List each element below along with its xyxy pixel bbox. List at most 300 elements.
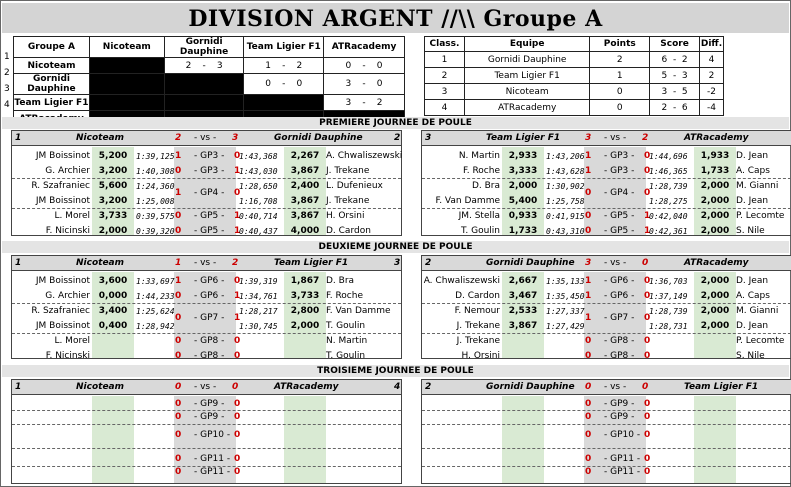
points: 1 [590,68,650,84]
race-score-b: 0 [644,399,651,409]
team-number: 1 [15,382,22,392]
race-score-a: 1 [585,291,592,301]
player-name: M. Gianni [736,181,779,191]
team-number: 3 [425,133,432,143]
matrix-col-header: ATRacademy [324,37,405,58]
player-name: L. Dufenieux [326,181,383,191]
player-value: 2,800 [290,306,320,316]
race-score-a: 0 [585,351,592,361]
race-score-a: 0 [585,454,592,464]
player-value: 3,733 [98,211,128,221]
player-name: D. Cardon [455,291,500,301]
score-a: 3 [585,258,592,268]
match-row [12,179,401,198]
diff: 2 [699,68,723,84]
match-group [421,130,791,236]
rank: 3 [425,84,465,100]
player-value: 0,000 [98,291,128,301]
score-b: 0 [296,79,303,89]
player-name: M. Gianni [736,306,779,316]
player-name: G. Archier [45,166,90,176]
match-row [422,289,791,303]
section-caption: TROISIEME JOURNEE DE POULE [2,365,789,377]
player-value: 0,933 [508,211,538,221]
race-score-b: 0 [644,313,651,323]
match-row [12,467,401,481]
race-label: - GP8 - [194,336,225,346]
player-value: 2,933 [508,151,538,161]
standings-header: Equipe [464,37,589,52]
team-number: 4 [394,382,401,392]
score-a: 3 [345,79,352,89]
race-score-b: 1 [644,211,651,221]
match-row [422,209,791,223]
score-b: 3 [216,60,223,71]
match-row [12,304,401,323]
lap-time: 1:28,739 [649,182,688,191]
team-number: 3 [394,258,401,268]
race-label: - GP9 - [604,412,635,422]
lap-time: 0:40,437 [239,227,278,236]
player-name: L. Morel [54,336,90,346]
race-label: - GP8 - [604,336,635,346]
race-label: - GP6 - [194,276,225,286]
diff: -2 [699,84,723,100]
score-for: 5 [661,70,668,81]
lap-time: 0:43,310 [546,227,585,236]
row-separator [12,410,401,411]
matrix-cell[interactable]: 3 - 0 [324,74,405,95]
player-value: 3,600 [98,276,128,286]
standings-table [424,36,724,116]
match-header [422,380,791,395]
lap-time: 1:28,650 [239,182,278,191]
score-a: 0 [585,382,592,392]
match-row [422,349,791,363]
player-name: P. Lecomte [736,211,785,221]
matrix-corner: Groupe A [14,37,90,58]
score-for: 3 [661,86,668,97]
team-name: ATRacademy [274,382,339,392]
lap-time: 1:36,703 [649,277,688,286]
player-value: 2,000 [508,181,538,191]
player-name: H. Orsini [461,351,500,361]
player-value: 3,867 [508,321,538,331]
player-value: 3,333 [508,166,538,176]
score-b: 0 [642,382,649,392]
matrix-cell[interactable]: 0 - 0 [244,74,324,95]
match-row [12,164,401,178]
lap-time: 1:43,368 [239,152,278,161]
race-label: - GP7 - [604,313,635,323]
vs-label: - vs - [604,382,627,392]
player-name: F. Nicinski [45,351,90,361]
race-label: - GP11 - [604,467,641,477]
player-name: D. Cardon [326,226,371,236]
race-score-a: 0 [585,467,592,477]
player-name: F. Roche [326,291,363,301]
points: 2 [590,52,650,68]
matrix-col-header: Gornidi Dauphine [164,37,244,58]
race-label: - GP4 - [604,188,635,198]
race-score-b: 1 [234,313,241,323]
race-score-b: 0 [234,188,241,198]
match-row [12,224,401,238]
race-label: - GP3 - [604,166,635,176]
lap-time: 1:39,319 [239,277,278,286]
lap-time: 1:34,761 [239,292,278,301]
lap-time: 0:39,320 [136,227,175,236]
lap-time: 1:39,125 [136,152,175,161]
score-a: 1 [265,60,271,71]
race-score-b: 0 [644,454,651,464]
race-score-a: 1 [585,276,592,286]
race-score-a: 1 [585,151,592,161]
lap-time: 1:25,758 [546,197,585,206]
match-row [12,349,401,363]
player-name: D. Bra [326,276,355,286]
race-score-a: 1 [175,276,182,286]
matrix-cell-blank [164,95,244,111]
match-row [422,430,791,444]
match-row [12,430,401,444]
score-against: 3 [681,70,688,81]
match-row [12,334,401,348]
race-score-b: 0 [644,276,651,286]
player-name: R. Szafraniec [31,306,90,316]
player-name: P. Lecomte [736,336,785,346]
player-name: T. Goulin [460,226,500,236]
player-name: G. Archier [45,291,90,301]
team-name: Gornidi Dauphine [486,258,575,268]
lap-time: 1:28,275 [649,197,688,206]
player-value: 1,733 [700,166,730,176]
lap-time: 1:43,628 [546,167,585,176]
lap-time: 1:44,696 [649,152,688,161]
match-row [12,194,401,208]
player-value: 4,000 [290,226,320,236]
race-label: - GP3 - [194,151,225,161]
player-name: J. Trekane [326,196,370,206]
matrix-cell[interactable]: 0 - 0 [324,58,405,74]
score-a: 3 [585,133,592,143]
race-score-a: 0 [585,430,592,440]
player-name: A. Chwaliszewski [326,151,403,161]
player-value: 2,000 [700,196,730,206]
race-label: - GP5 - [194,226,225,236]
team-name: Team Ligier F1 [684,382,759,392]
player-name: L. Morel [54,211,90,221]
player-value: 2,000 [700,181,730,191]
match-row [422,304,791,323]
standings-header: Class. [425,37,465,52]
race-score-a: 0 [585,211,592,221]
player-name: D. Jean [736,321,769,331]
player-value: 1,933 [700,151,730,161]
race-score-a: 0 [175,336,182,346]
lap-time: 1:35,133 [546,277,585,286]
player-value: 1,867 [290,276,320,286]
row-number: 1 [4,52,10,62]
race-score-a: 1 [585,166,592,176]
lap-time: 0:42,361 [649,227,688,236]
player-name: J. Trekane [456,321,500,331]
player-name: JM. Stella [458,211,500,221]
race-score-a: 0 [585,226,592,236]
race-score-a: 0 [175,412,182,422]
score-for: 6 [661,54,668,65]
race-label: - GP11 - [604,454,641,464]
lap-time: 0:39,575 [136,212,175,221]
player-name: D. Jean [736,151,769,161]
row-number: 4 [4,100,10,110]
matrix-cell-blank [89,74,164,95]
match-row [422,224,791,238]
row-number: 2 [4,68,10,78]
player-name: R. Szafraniec [31,181,90,191]
player-name: A. Caps [736,166,770,176]
race-label: - GP11 - [194,454,231,464]
player-value: 3,867 [290,196,320,206]
score-b: 3 [232,133,239,143]
player-value: 2,667 [508,276,538,286]
lap-time: 1:44,233 [136,292,175,301]
player-value: 5,200 [98,151,128,161]
score-a: 2 [175,133,182,143]
match-row [12,289,401,303]
score: 5 - 3 [650,68,700,84]
lap-time: 1:16,708 [239,197,278,206]
vs-label: - vs - [604,133,627,143]
race-score-a: 0 [585,412,592,422]
race-label: - GP6 - [604,291,635,301]
race-score-a: 0 [585,336,592,346]
row-separator [422,466,791,467]
team-number: 1 [15,133,22,143]
race-label: - GP3 - [604,151,635,161]
race-score-b: 0 [234,351,241,361]
team-name: Team Ligier F1 [274,258,349,268]
points: 0 [590,84,650,100]
lap-time: 1:25,008 [136,197,175,206]
player-value: 3,733 [290,291,320,301]
team-number: 2 [425,382,432,392]
score-b: 2 [296,60,303,71]
player-name: J. Trekane [456,336,500,346]
team-name: ATRacademy [684,258,749,268]
race-score-a: 0 [175,313,182,323]
lap-time: 0:41,915 [546,212,585,221]
row-separator [12,448,401,449]
lap-time: 1:46,365 [649,167,688,176]
results-matrix [13,36,405,127]
player-name: F. Nemour [454,306,500,316]
player-name: D. Bra [471,181,500,191]
lap-time: 1:30,902 [546,182,585,191]
match-row [12,274,401,288]
lap-time: 1:28,739 [649,307,688,316]
race-label: - GP8 - [604,351,635,361]
vs-label: - vs - [604,258,627,268]
match-group [11,130,402,236]
race-score-a: 0 [175,291,182,301]
team-name: Nicoteam [76,258,124,268]
diff: -4 [699,100,723,116]
matrix-col-header: Team Ligier F1 [244,37,324,58]
player-value: 5,400 [508,196,538,206]
match-row [422,334,791,348]
player-name: F. Van Damme [326,306,391,316]
player-value: 3,867 [290,166,320,176]
race-score-b: 0 [234,276,241,286]
player-name: A. Caps [736,291,770,301]
score-b: 2 [642,133,649,143]
player-value: 2,000 [700,306,730,316]
match-row [422,194,791,208]
match-group [11,255,402,359]
standings-header: Score [650,37,700,52]
standings-row [425,100,724,116]
matrix-cell[interactable]: 3 - 2 [324,95,405,111]
race-label: - GP5 - [604,226,635,236]
race-score-a: 0 [175,454,182,464]
lap-time: 1:30,745 [239,322,278,331]
race-score-a: 0 [175,430,182,440]
row-number: 3 [4,84,10,94]
team-name: ATRacademy [684,133,749,143]
standings-header: Points [590,37,650,52]
race-score-b: 1 [234,166,241,176]
player-name: JM Boissinot [35,321,90,331]
player-name: JM Boissinot [35,276,90,286]
standings-row [425,68,724,84]
team-name: Team Ligier F1 [464,68,589,84]
race-score-a: 1 [175,188,182,198]
player-value: 2,000 [700,211,730,221]
player-value: 3,867 [290,211,320,221]
race-label: - GP8 - [194,351,225,361]
race-score-b: 0 [644,467,651,477]
score: 2 - 6 [650,100,700,116]
score-against: 5 [681,86,688,97]
match-header [422,131,791,146]
team-name: ATRacademy [464,100,589,116]
race-score-a: 0 [585,399,592,409]
race-score-b: 0 [644,430,651,440]
matrix-cell[interactable]: 1 - 2 [244,58,324,74]
team-name: Nicoteam [76,382,124,392]
player-name: S. Nile [736,351,765,361]
race-score-a: 0 [175,351,182,361]
player-name: D. Jean [736,196,769,206]
race-label: - GP9 - [194,399,225,409]
rank: 1 [425,52,465,68]
lap-time: 1:27,337 [546,307,585,316]
player-value: 1,733 [508,226,538,236]
player-value: 2,000 [700,226,730,236]
match-header [12,256,401,271]
score-b: 2 [376,97,383,108]
player-name: J. Trekane [326,166,370,176]
race-label: - GP7 - [194,313,225,323]
player-value: 0,400 [98,321,128,331]
race-score-b: 0 [644,351,651,361]
match-row [422,274,791,288]
match-row [422,467,791,481]
race-label: - GP10 - [604,430,641,440]
matrix-cell-blank [89,58,164,74]
match-header [422,256,791,271]
team-number: 2 [394,133,401,143]
section-caption: DEUXIEME JOURNEE DE POULE [2,241,789,253]
match-row [12,149,401,163]
race-score-b: 0 [644,336,651,346]
section-caption: PREMIERE JOURNEE DE POULE [2,117,789,129]
lap-time: 1:43,206 [546,152,585,161]
race-score-a: 0 [175,399,182,409]
race-label: - GP4 - [194,188,225,198]
player-value: 5,600 [98,181,128,191]
standings-row [425,84,724,100]
match-row [12,209,401,223]
standings-row [425,52,724,68]
standings-header: Diff. [699,37,723,52]
player-name: D. Jean [736,276,769,286]
race-score-b: 1 [644,226,651,236]
matrix-cell[interactable]: 2 - 3 [164,58,244,74]
player-name: JM Boissinot [35,196,90,206]
match-group [421,379,791,484]
race-score-b: 0 [644,291,651,301]
score-b: 2 [232,258,239,268]
player-name: F. Nicinski [45,226,90,236]
row-separator [422,448,791,449]
race-label: - GP9 - [604,399,635,409]
race-score-b: 0 [234,467,241,477]
player-name: T. Goulin [326,351,366,361]
player-value: 2,000 [290,321,320,331]
row-separator [422,410,791,411]
race-score-a: 0 [175,211,182,221]
score: 6 - 2 [650,52,700,68]
match-header [12,131,401,146]
row-separator [12,424,401,425]
score: 3 - 5 [650,84,700,100]
race-label: - GP5 - [604,211,635,221]
race-label: - GP10 - [194,430,231,440]
player-value: 3,200 [98,166,128,176]
player-name: N. Martin [326,336,368,346]
player-name: F. Roche [463,166,500,176]
rank: 2 [425,68,465,84]
player-name: A. Chwaliszewski [423,276,500,286]
row-separator [12,466,401,467]
score-for: 2 [661,102,668,113]
match-row [422,179,791,198]
player-name: T. Goulin [326,321,366,331]
race-label: - GP5 - [194,211,225,221]
lap-time: 0:40,714 [239,212,278,221]
lap-time: 1:35,450 [546,292,585,301]
lap-time: 1:40,308 [136,167,175,176]
match-row [422,164,791,178]
race-score-b: 1 [234,211,241,221]
vs-label: - vs - [194,133,217,143]
race-score-b: 0 [234,151,241,161]
vs-label: - vs - [194,258,217,268]
score-a: 0 [175,382,182,392]
matrix-row-team: Team Ligier F1 [14,95,90,111]
